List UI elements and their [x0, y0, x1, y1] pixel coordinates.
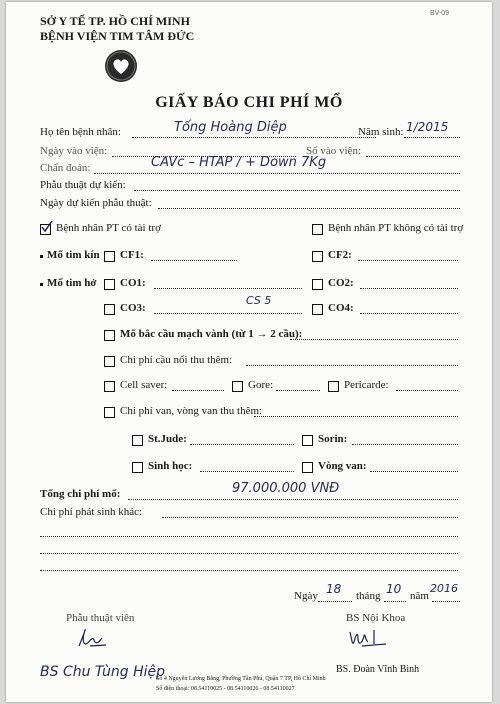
- co4-checkbox[interactable]: [312, 304, 323, 315]
- diagnosis-value: CAVc – HTAP / + Down 7Kg: [151, 155, 327, 170]
- header-line2: BỆNH VIỆN TIM TÂM ĐỨC: [40, 29, 195, 43]
- co2-label: CO2:: [328, 277, 354, 289]
- footer-phone: Số điện thoại: 08.54110025 - 08.54110026 - 08.54110027: [156, 686, 295, 692]
- birth-year-value: 1/2015: [406, 120, 449, 134]
- cf1-checkbox[interactable]: [104, 251, 115, 262]
- internist-label: BS Nội Khoa: [346, 612, 406, 624]
- cell-saver-label: Cell saver:: [120, 379, 168, 391]
- check-mark-icon: [41, 221, 53, 233]
- date-day-value: 18: [326, 582, 342, 596]
- co3-label: CO3:: [120, 302, 146, 314]
- stjude-label: St.Jude:: [148, 433, 187, 445]
- stjude-checkbox[interactable]: [132, 435, 143, 446]
- date-month-value: 10: [386, 582, 402, 596]
- footer-address: Số 4 Nguyễn Lương Bằng, Phường Tân Phú, Quận 7 TP, Hồ Chí Minh: [156, 676, 326, 682]
- admission-date-label: Ngày vào viện:: [40, 145, 108, 157]
- surgeon-signature: [76, 626, 110, 650]
- surgeon-label: Phẫu thuật viên: [66, 612, 135, 624]
- planned-surgery-label: Phẫu thuật dự kiến:: [40, 179, 126, 191]
- form-title: GIẤY BÁO CHI PHÍ MỔ: [155, 94, 343, 111]
- total-cost-value: 97.000.000 VNĐ: [232, 481, 340, 496]
- sponsored-checkbox[interactable]: [40, 224, 51, 235]
- extra-graft-checkbox[interactable]: [104, 356, 115, 367]
- date-year-label: năm: [410, 590, 429, 602]
- birth-year-label: Năm sinh:: [358, 126, 404, 138]
- pericarde-checkbox[interactable]: [328, 381, 339, 392]
- patient-name-value: Tống Hoàng Diệp: [174, 120, 287, 135]
- sponsored-label: Bệnh nhân PT có tài trợ: [56, 222, 161, 234]
- sorin-checkbox[interactable]: [302, 435, 313, 446]
- header-line1: SỞ Y TẾ TP. HỒ CHÍ MINH: [40, 14, 190, 28]
- gore-checkbox[interactable]: [232, 381, 243, 392]
- co4-label: CO4:: [328, 302, 354, 314]
- total-cost-label: Tổng chi phí mổ:: [40, 488, 121, 500]
- unsponsored-checkbox[interactable]: [312, 224, 323, 235]
- sorin-label: Sorin:: [318, 433, 348, 445]
- valve-checkbox[interactable]: [104, 407, 115, 418]
- extra-graft-label: Chi phí cầu nối thu thêm:: [120, 354, 233, 366]
- planned-date-label: Ngày dự kiến phẫu thuật:: [40, 197, 152, 209]
- internist-name: BS. Đoàn Vĩnh Bình: [336, 664, 420, 675]
- form-code: BV-09: [430, 10, 450, 17]
- closed-heart-label: Mổ tim kín: [47, 249, 100, 261]
- heart-logo-icon: [103, 48, 139, 84]
- patient-name-label: Họ tên bệnh nhân:: [40, 126, 121, 138]
- cell-saver-checkbox[interactable]: [104, 381, 115, 392]
- date-month-label: tháng: [356, 590, 381, 602]
- surgeon-name: BS Chu Tùng Hiệp: [40, 664, 166, 680]
- date-day-label: Ngày: [294, 590, 318, 602]
- bio-label: Sinh học:: [148, 460, 193, 472]
- cabg-label: Mổ bắc cầu mạch vành (từ 1 → 2 cầu):: [120, 328, 303, 340]
- cf2-label: CF2:: [328, 249, 352, 261]
- ring-label: Vòng van:: [318, 460, 367, 472]
- bio-checkbox[interactable]: [132, 462, 143, 473]
- co3-checkbox[interactable]: [104, 304, 115, 315]
- open-heart-label: Mổ tim hở: [47, 277, 97, 289]
- extra-cost-label: Chi phí phát sinh khác:: [40, 506, 143, 518]
- date-year-value: 2016: [430, 582, 458, 595]
- cf2-checkbox[interactable]: [312, 251, 323, 262]
- ring-checkbox[interactable]: [302, 462, 313, 473]
- co2-checkbox[interactable]: [312, 279, 323, 290]
- valve-label: Chi phí van, vòng van thu thêm:: [120, 405, 263, 417]
- co1-checkbox[interactable]: [104, 279, 115, 290]
- file-no-label: Số vào viện:: [306, 145, 361, 157]
- pericarde-label: Pericarde:: [344, 379, 389, 391]
- cf1-label: CF1:: [120, 249, 144, 261]
- form-page: [6, 2, 492, 702]
- internist-signature: [346, 626, 390, 650]
- co3-value: CS 5: [246, 294, 272, 307]
- unsponsored-label: Bệnh nhân PT không có tài trợ: [328, 222, 464, 234]
- gore-label: Gore:: [248, 379, 274, 391]
- co1-label: CO1:: [120, 277, 146, 289]
- diagnosis-label: Chẩn đoán:: [40, 162, 91, 174]
- cabg-checkbox[interactable]: [104, 330, 115, 341]
